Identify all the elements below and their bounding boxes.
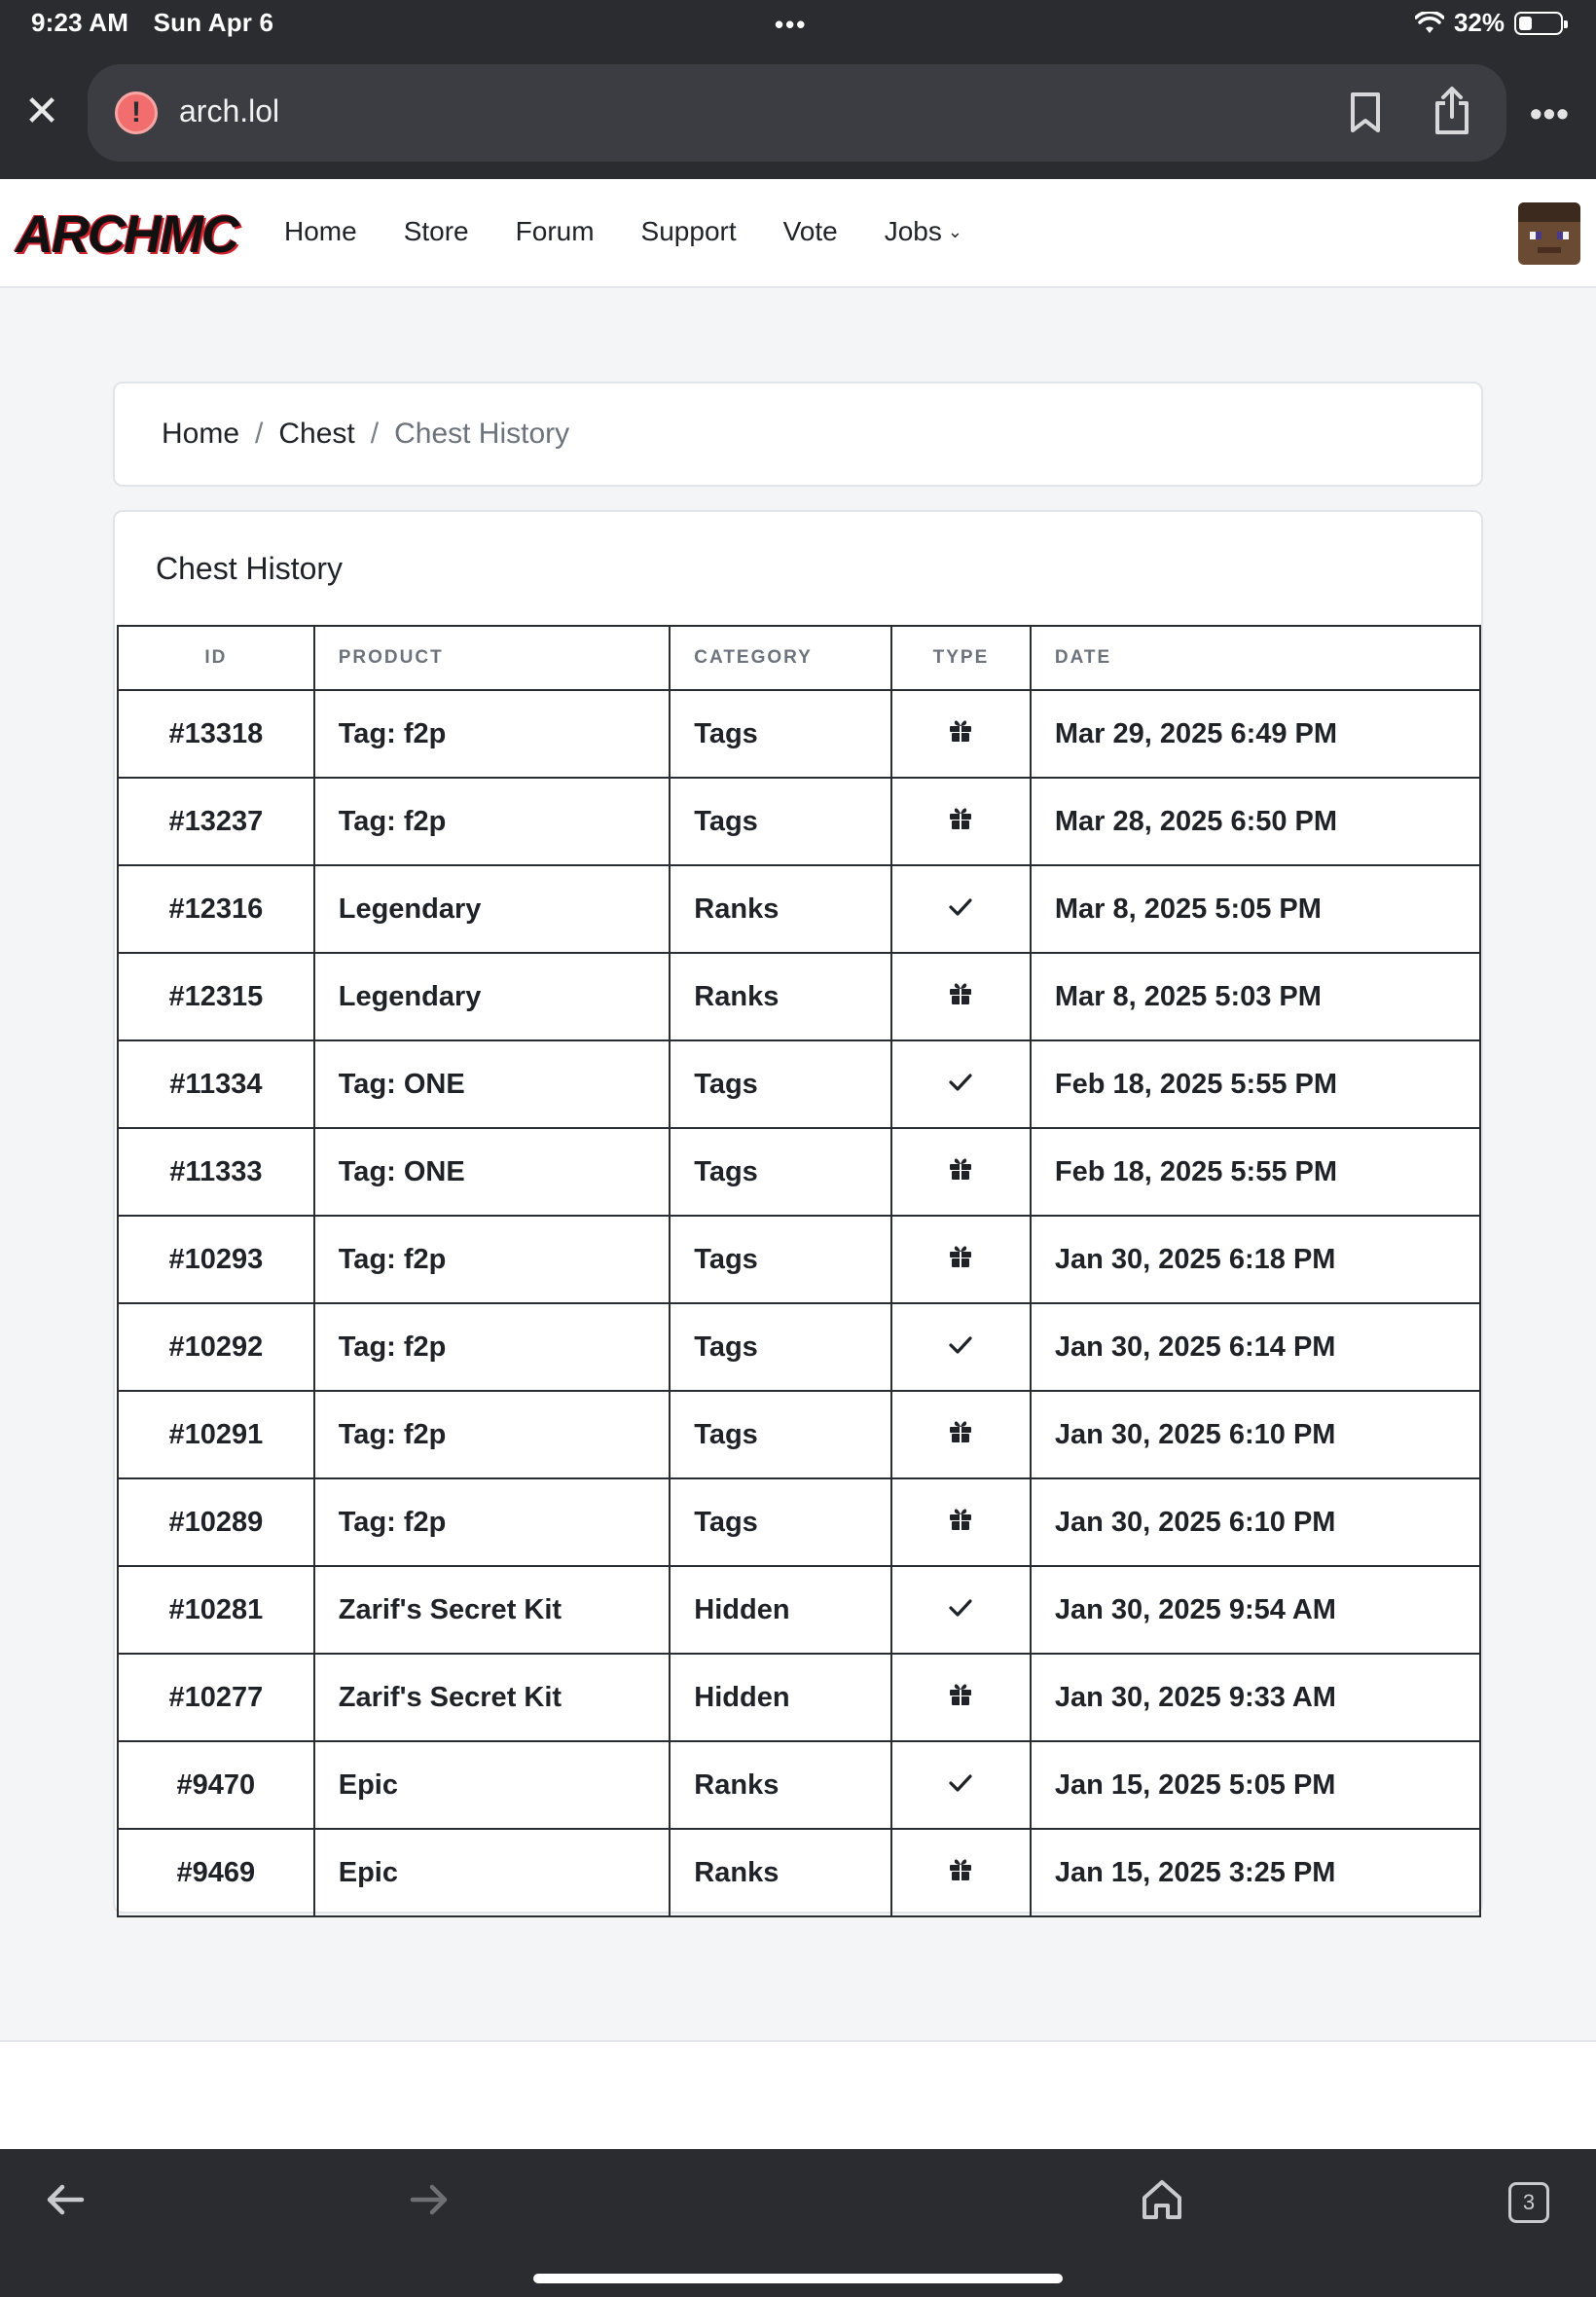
cell-product: Epic — [314, 1829, 671, 1916]
cell-category: Tags — [670, 690, 891, 778]
wifi-icon — [1415, 12, 1444, 35]
close-icon[interactable]: ✕ — [23, 88, 60, 135]
cell-date: Jan 30, 2025 6:10 PM — [1031, 1478, 1480, 1566]
cell-type — [891, 1478, 1031, 1566]
cell-category: Tags — [670, 778, 891, 865]
breadcrumb-current: Chest History — [394, 418, 570, 450]
cell-type — [891, 1216, 1031, 1303]
gift-icon — [948, 1857, 973, 1888]
table-row — [118, 1040, 1480, 1128]
cell-type — [891, 865, 1031, 953]
breadcrumb-separator: / — [255, 418, 264, 450]
cell-date: Jan 30, 2025 6:10 PM — [1031, 1391, 1480, 1478]
cell-id: #13318 — [118, 690, 314, 778]
cell-category: Hidden — [670, 1654, 891, 1741]
battery-percent: 32% — [1453, 8, 1505, 37]
cell-type — [891, 690, 1031, 778]
cell-date: Jan 30, 2025 6:14 PM — [1031, 1303, 1480, 1391]
cell-type — [891, 1829, 1031, 1916]
cell-product: Tag: f2p — [314, 1303, 671, 1391]
browser-chrome-top — [0, 0, 1596, 179]
chevron-down-icon: ⌄ — [947, 222, 962, 241]
cell-id: #10291 — [118, 1391, 314, 1478]
status-indicators — [1415, 8, 1563, 38]
cell-date: Mar 8, 2025 5:05 PM — [1031, 865, 1480, 953]
status-time-date — [31, 8, 291, 38]
cell-date: Mar 28, 2025 6:50 PM — [1031, 778, 1480, 865]
cell-product: Tag: f2p — [314, 1391, 671, 1478]
bookmark-icon[interactable] — [1349, 91, 1382, 134]
cell-date: Feb 18, 2025 5:55 PM — [1031, 1128, 1480, 1216]
cell-category: Tags — [670, 1216, 891, 1303]
check-icon — [948, 893, 973, 925]
cell-id: #10281 — [118, 1566, 314, 1654]
gift-icon — [948, 1244, 973, 1275]
cell-id: #10293 — [118, 1216, 314, 1303]
cell-product: Tag: ONE — [314, 1128, 671, 1216]
nav-store[interactable]: Store — [403, 216, 469, 246]
cell-type — [891, 1040, 1031, 1128]
header-category: CATEGORY — [670, 626, 891, 690]
status-bar — [0, 0, 1596, 47]
cell-product: Tag: f2p — [314, 1216, 671, 1303]
share-icon[interactable] — [1433, 86, 1471, 136]
table-row — [118, 1654, 1480, 1741]
home-indicator — [533, 2274, 1063, 2283]
nav-home[interactable]: Home — [284, 216, 357, 246]
cell-category: Ranks — [670, 1741, 891, 1829]
cell-date: Mar 8, 2025 5:03 PM — [1031, 953, 1480, 1040]
cell-category: Ranks — [670, 865, 891, 953]
cell-id: #10292 — [118, 1303, 314, 1391]
cell-date: Jan 30, 2025 9:54 AM — [1031, 1566, 1480, 1654]
multitask-dots[interactable]: ••• — [775, 10, 808, 39]
back-arrow-icon[interactable] — [45, 2182, 86, 2217]
cell-product: Tag: f2p — [314, 690, 671, 778]
home-icon[interactable] — [1141, 2178, 1183, 2221]
cell-id: #9469 — [118, 1829, 314, 1916]
table-header-row — [118, 626, 1480, 690]
breadcrumb-home[interactable]: Home — [162, 418, 240, 450]
header-product: PRODUCT — [314, 626, 671, 690]
breadcrumb-separator: / — [370, 418, 380, 450]
cell-product: Epic — [314, 1741, 671, 1829]
cell-type — [891, 1654, 1031, 1741]
table-row — [118, 953, 1480, 1040]
nav-jobs-label: Jobs — [884, 216, 942, 246]
site-header — [0, 179, 1596, 288]
table-row — [118, 1128, 1480, 1216]
cell-product: Legendary — [314, 865, 671, 953]
gift-icon — [948, 718, 973, 749]
cell-id: #12315 — [118, 953, 314, 1040]
breadcrumb-chest[interactable]: Chest — [278, 418, 355, 450]
card-title: Chest History — [156, 551, 344, 586]
cell-date: Jan 15, 2025 5:05 PM — [1031, 1741, 1480, 1829]
cell-product: Tag: ONE — [314, 1040, 671, 1128]
check-icon — [948, 1331, 973, 1363]
table-row — [118, 1303, 1480, 1391]
nav-forum[interactable]: Forum — [515, 216, 595, 246]
main-nav — [284, 216, 962, 247]
cell-id: #12316 — [118, 865, 314, 953]
breadcrumb — [113, 382, 1483, 487]
header-date: DATE — [1031, 626, 1480, 690]
status-date: Sun Apr 6 — [153, 8, 274, 37]
cell-category: Hidden — [670, 1566, 891, 1654]
cell-type — [891, 1391, 1031, 1478]
gift-icon — [948, 1156, 973, 1187]
cell-date: Jan 30, 2025 6:18 PM — [1031, 1216, 1480, 1303]
more-options-icon[interactable]: ••• — [1530, 93, 1570, 133]
cell-id: #10289 — [118, 1478, 314, 1566]
cell-type — [891, 1566, 1031, 1654]
table-row — [118, 690, 1480, 778]
cell-date: Jan 30, 2025 9:33 AM — [1031, 1654, 1480, 1741]
check-icon — [948, 1069, 973, 1100]
table-row — [118, 1829, 1480, 1916]
cell-date: Jan 15, 2025 3:25 PM — [1031, 1829, 1480, 1916]
gift-icon — [948, 981, 973, 1012]
site-logo[interactable]: ARCHMC — [16, 205, 237, 264]
gift-icon — [948, 1419, 973, 1450]
status-time: 9:23 AM — [31, 8, 129, 37]
cell-id: #10277 — [118, 1654, 314, 1741]
cell-type — [891, 1741, 1031, 1829]
cell-product: Zarif's Secret Kit — [314, 1566, 671, 1654]
check-icon — [948, 1594, 973, 1625]
cell-type — [891, 778, 1031, 865]
cell-product: Tag: f2p — [314, 778, 671, 865]
cell-type — [891, 1128, 1031, 1216]
table-row — [118, 1216, 1480, 1303]
cell-id: #9470 — [118, 1741, 314, 1829]
cell-category: Ranks — [670, 1829, 891, 1916]
gift-icon — [948, 1507, 973, 1538]
cell-date: Mar 29, 2025 6:49 PM — [1031, 690, 1480, 778]
cell-type — [891, 953, 1031, 1040]
nav-vote[interactable]: Vote — [782, 216, 838, 246]
gift-icon — [948, 806, 973, 837]
tabs-icon[interactable]: 3 — [1508, 2182, 1549, 2223]
cell-category: Tags — [670, 1040, 891, 1128]
table-row — [118, 1566, 1480, 1654]
avatar[interactable] — [1518, 202, 1580, 265]
cell-product: Legendary — [314, 953, 671, 1040]
battery-icon — [1514, 12, 1563, 35]
gift-icon — [948, 1682, 973, 1713]
table-body — [118, 690, 1480, 1916]
cell-category: Ranks — [670, 953, 891, 1040]
cell-id: #11333 — [118, 1128, 314, 1216]
table-row — [118, 1478, 1480, 1566]
cell-type — [891, 1303, 1031, 1391]
header-type: TYPE — [891, 626, 1031, 690]
cell-id: #13237 — [118, 778, 314, 865]
nav-support[interactable]: Support — [640, 216, 737, 246]
url-text[interactable]: arch.lol — [179, 93, 280, 128]
cell-date: Feb 18, 2025 5:55 PM — [1031, 1040, 1480, 1128]
cell-id: #11334 — [118, 1040, 314, 1128]
cell-category: Tags — [670, 1478, 891, 1566]
security-warning-icon[interactable]: ! — [115, 91, 158, 134]
table-row — [118, 865, 1480, 953]
chest-history-card — [113, 510, 1483, 1914]
cell-product: Zarif's Secret Kit — [314, 1654, 671, 1741]
cell-category: Tags — [670, 1128, 891, 1216]
forward-arrow-icon[interactable] — [409, 2182, 450, 2217]
chest-history-table — [117, 625, 1481, 1917]
check-icon — [948, 1769, 973, 1801]
table-row — [118, 1741, 1480, 1829]
table-row — [118, 1391, 1480, 1478]
header-id: ID — [118, 626, 314, 690]
address-bar[interactable] — [88, 64, 1506, 162]
table-row — [118, 778, 1480, 865]
cell-category: Tags — [670, 1391, 891, 1478]
cell-product: Tag: f2p — [314, 1478, 671, 1566]
browser-chrome-bottom — [0, 2149, 1596, 2297]
cell-category: Tags — [670, 1303, 891, 1391]
nav-jobs-dropdown[interactable] — [885, 216, 962, 247]
